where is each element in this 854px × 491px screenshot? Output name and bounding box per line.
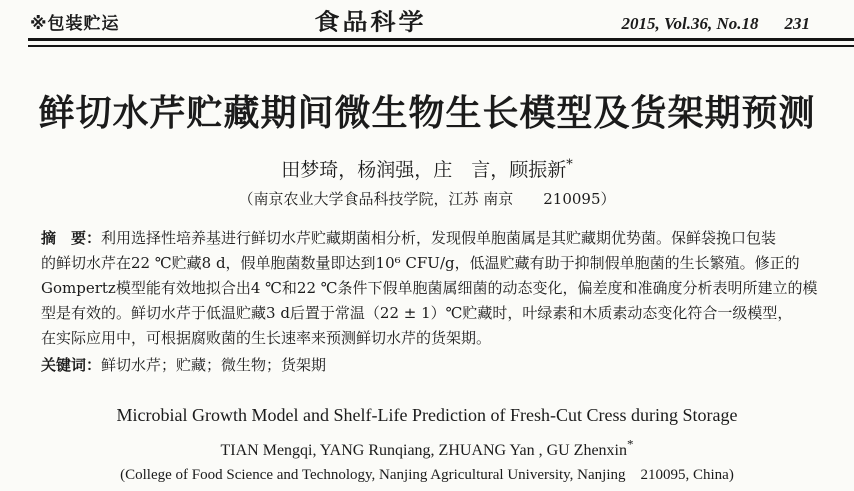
corresponding-author-mark-zh: * [566, 157, 573, 173]
abstract-line: 型是有效的。鲜切水芹于低温贮藏3 d后置于常温（22 ± 1）℃贮藏时，叶绿素和木质素动态变化符合一级模型， [41, 304, 793, 322]
abstract-line [41, 226, 816, 251]
keywords-label: 关键词： [41, 356, 102, 374]
article-authors-zh [0, 157, 854, 183]
authors-en-names: TIAN Mengqi, YANG Runqiang, ZHUANG Yan , GU Zhenxin [220, 442, 627, 459]
article-title-en: Microbial Growth Model and Shelf-Life Prediction of Fresh-Cut Cress during Storage [116, 405, 738, 425]
article-authors-en [0, 436, 854, 462]
journal-header [0, 0, 854, 34]
article-affiliation-en: (College of Food Science and Technology, Nanjing Agricultural University, Nanjing 210095, China) [120, 467, 734, 483]
journal-issue-info: 2015, Vol.36, No.18 [621, 14, 759, 33]
abstract-line: Gompertz模型能有效地拟合出4 ℃和22 ℃条件下假单胞菌属细菌的动态变化，偏差度和准确度分析表明所建立的模 [41, 279, 818, 297]
header-divider [28, 38, 854, 47]
journal-name-logo: 食品科学 [314, 8, 427, 35]
abstract-line: 在实际应用中，可根据腐败菌的生长速率来预测鲜切水芹的货架期。 [41, 329, 492, 347]
abstract-text: 利用选择性培养基进行鲜切水芹贮藏期菌相分析，发现假单胞菌属是其贮藏期优势菌。保鲜袋挽口包装 [101, 229, 777, 247]
journal-section-label: ※包装贮运 [30, 14, 120, 34]
abstract-section [41, 226, 816, 351]
abstract-label: 摘 要： [41, 229, 102, 247]
article-affiliation-zh: （南京农业大学食品科技学院，江苏 南京 210095） [238, 190, 616, 208]
keywords-text: 鲜切水芹；贮藏；微生物；货架期 [101, 356, 327, 374]
corresponding-author-mark-en: * [627, 436, 634, 452]
keywords-section [41, 353, 816, 378]
article-title-zh: 鲜切水芹贮藏期间微生物生长模型及货架期预测 [38, 92, 816, 134]
authors-zh-names: 田梦琦，杨润强，庄 言，顾振新 [281, 159, 567, 181]
journal-page-number: 231 [784, 14, 810, 33]
journal-issue-block [622, 14, 810, 34]
abstract-line: 的鲜切水芹在22 ℃贮藏8 d，假单胞菌数量即达到10⁶ CFU/g，低温贮藏有助于抑制假单胞菌的生长繁殖。修正的 [41, 254, 800, 272]
